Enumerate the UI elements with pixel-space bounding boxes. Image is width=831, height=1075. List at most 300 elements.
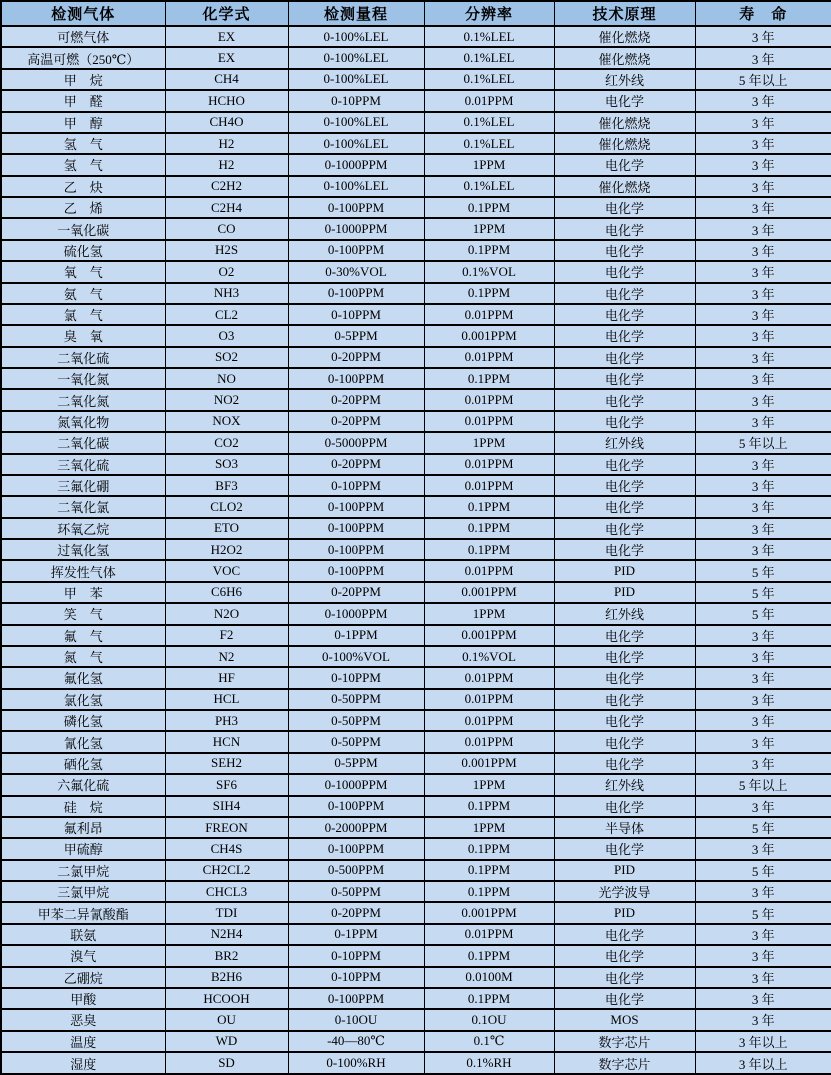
cell-detection-range: 0-100%LEL [288,26,424,47]
cell-resolution: 0.01PPM [424,667,554,688]
cell-detection-range: 0-1000PPM [288,603,424,624]
cell-detection-range: 0-10PPM [288,90,424,111]
cell-technology: 催化燃烧 [554,26,695,47]
cell-chemical-formula: SD [165,1052,288,1074]
cell-lifespan: 3 年 [695,411,831,432]
cell-gas-name: 硫化氢 [1,240,165,261]
table-row [1,860,831,881]
table-row [1,902,831,923]
table-row [1,1052,831,1074]
table-header [1,1,831,26]
cell-detection-range: 0-2000PPM [288,817,424,838]
cell-technology: 电化学 [554,667,695,688]
cell-resolution: 0.1PPM [424,881,554,902]
cell-lifespan: 3 年 [695,646,831,667]
cell-detection-range: 0-1000PPM [288,218,424,239]
cell-gas-name: 氟 气 [1,625,165,646]
cell-technology: MOS [554,1009,695,1030]
table-row [1,411,831,432]
table-row [1,475,831,496]
cell-technology: 电化学 [554,240,695,261]
cell-detection-range: 0-10PPM [288,667,424,688]
cell-gas-name: 六氟化硫 [1,774,165,795]
cell-lifespan: 3 年 [695,731,831,752]
cell-gas-name: 笑 气 [1,603,165,624]
cell-detection-range: 0-100%LEL [288,112,424,133]
cell-resolution: 1PPM [424,154,554,175]
cell-technology: 电化学 [554,496,695,517]
header-row [1,1,831,26]
cell-lifespan: 3 年 [695,154,831,175]
cell-detection-range: 0-20PPM [288,389,424,410]
cell-chemical-formula: HCOOH [165,988,288,1009]
cell-technology: 电化学 [554,347,695,368]
cell-lifespan: 3 年 [695,26,831,47]
cell-technology: 光学波导 [554,881,695,902]
cell-technology: 催化燃烧 [554,112,695,133]
cell-resolution: 0.1PPM [424,518,554,539]
table-row [1,90,831,111]
cell-detection-range: 0-20PPM [288,582,424,603]
cell-technology: 电化学 [554,518,695,539]
cell-lifespan: 3 年 [695,945,831,966]
cell-gas-name: 挥发性气体 [1,560,165,581]
cell-detection-range: 0-100PPM [288,240,424,261]
cell-lifespan: 5 年 [695,817,831,838]
cell-lifespan: 5 年 [695,902,831,923]
table-row [1,625,831,646]
cell-resolution: 0.001PPM [424,582,554,603]
table-row [1,945,831,966]
cell-chemical-formula: CLO2 [165,496,288,517]
cell-technology: 数字芯片 [554,1031,695,1052]
cell-resolution: 0.01PPM [424,90,554,111]
cell-lifespan: 3 年 [695,838,831,859]
cell-chemical-formula: SEH2 [165,753,288,774]
cell-lifespan: 3 年 [695,689,831,710]
cell-resolution: 0.1PPM [424,796,554,817]
cell-technology: 红外线 [554,603,695,624]
cell-detection-range: 0-5PPM [288,325,424,346]
cell-chemical-formula: SF6 [165,774,288,795]
cell-detection-range: -40—80℃ [288,1031,424,1052]
cell-gas-name: 乙 烯 [1,197,165,218]
table-row [1,924,831,945]
cell-technology: 电化学 [554,967,695,988]
table-row [1,454,831,475]
cell-resolution: 0.01PPM [424,710,554,731]
cell-detection-range: 0-1000PPM [288,154,424,175]
table-row [1,710,831,731]
table-row [1,347,831,368]
cell-detection-range: 0-20PPM [288,347,424,368]
table-row [1,133,831,154]
table-row [1,176,831,197]
cell-resolution: 0.01PPM [424,411,554,432]
cell-gas-name: 三氧化硫 [1,454,165,475]
cell-gas-name: 硅 烷 [1,796,165,817]
cell-resolution: 0.1%VOL [424,646,554,667]
table-row [1,154,831,175]
cell-lifespan: 3 年 [695,753,831,774]
cell-chemical-formula: O2 [165,261,288,282]
table-row [1,817,831,838]
table-row [1,689,831,710]
cell-lifespan: 3 年 [695,112,831,133]
cell-resolution: 0.1%RH [424,1052,554,1074]
cell-lifespan: 3 年 [695,988,831,1009]
table-row [1,988,831,1009]
cell-lifespan: 3 年 [695,475,831,496]
cell-technology: 电化学 [554,924,695,945]
cell-chemical-formula: HCHO [165,90,288,111]
cell-lifespan: 5 年以上 [695,432,831,453]
cell-lifespan: 5 年 [695,860,831,881]
cell-technology: 电化学 [554,753,695,774]
cell-lifespan: 3 年 [695,881,831,902]
cell-lifespan: 3 年 [695,518,831,539]
cell-technology: 红外线 [554,432,695,453]
cell-gas-name: 三氯甲烷 [1,881,165,902]
cell-resolution: 0.1PPM [424,197,554,218]
cell-chemical-formula: EX [165,26,288,47]
cell-chemical-formula: N2H4 [165,924,288,945]
cell-chemical-formula: CHCL3 [165,881,288,902]
cell-lifespan: 5 年 [695,603,831,624]
cell-detection-range: 0-1PPM [288,625,424,646]
cell-resolution: 0.001PPM [424,625,554,646]
cell-chemical-formula: H2O2 [165,539,288,560]
cell-chemical-formula: BF3 [165,475,288,496]
cell-gas-name: 甲 苯 [1,582,165,603]
cell-technology: 电化学 [554,389,695,410]
cell-gas-name: 氰化氢 [1,731,165,752]
cell-resolution: 0.001PPM [424,753,554,774]
cell-technology: 电化学 [554,731,695,752]
cell-gas-name: 氯 气 [1,304,165,325]
cell-lifespan: 3 年 [695,539,831,560]
cell-lifespan: 5 年以上 [695,774,831,795]
table-row [1,753,831,774]
cell-gas-name: 氯化氢 [1,689,165,710]
cell-technology: 电化学 [554,945,695,966]
cell-gas-name: 三氟化硼 [1,475,165,496]
cell-technology: 半导体 [554,817,695,838]
cell-chemical-formula: SO3 [165,454,288,475]
cell-gas-name: 磷化氢 [1,710,165,731]
cell-detection-range: 0-10OU [288,1009,424,1030]
cell-lifespan: 3 年 [695,325,831,346]
cell-resolution: 0.1PPM [424,860,554,881]
cell-chemical-formula: OU [165,1009,288,1030]
cell-lifespan: 3 年以上 [695,1052,831,1074]
table-row [1,197,831,218]
cell-technology: 电化学 [554,411,695,432]
cell-chemical-formula: SO2 [165,347,288,368]
cell-detection-range: 0-50PPM [288,710,424,731]
cell-gas-name: 乙硼烷 [1,967,165,988]
cell-resolution: 1PPM [424,432,554,453]
cell-chemical-formula: O3 [165,325,288,346]
table-row [1,112,831,133]
cell-lifespan: 3 年 [695,176,831,197]
cell-detection-range: 0-1PPM [288,924,424,945]
cell-detection-range: 0-50PPM [288,881,424,902]
table-row [1,368,831,389]
column-header-gas-name: 检测气体 [1,1,165,26]
cell-chemical-formula: FREON [165,817,288,838]
cell-gas-name: 甲 醇 [1,112,165,133]
cell-chemical-formula: F2 [165,625,288,646]
cell-detection-range: 0-100PPM [288,838,424,859]
cell-chemical-formula: NOX [165,411,288,432]
cell-lifespan: 3 年 [695,625,831,646]
cell-gas-name: 甲酸 [1,988,165,1009]
cell-gas-name: 氮氧化物 [1,411,165,432]
cell-resolution: 0.1%LEL [424,112,554,133]
cell-chemical-formula: NH3 [165,283,288,304]
cell-chemical-formula: HCN [165,731,288,752]
cell-detection-range: 0-10PPM [288,304,424,325]
cell-technology: 电化学 [554,710,695,731]
cell-gas-name: 臭 氧 [1,325,165,346]
cell-resolution: 0.1PPM [424,838,554,859]
cell-resolution: 1PPM [424,774,554,795]
cell-gas-name: 二氯甲烷 [1,860,165,881]
cell-detection-range: 0-100PPM [288,518,424,539]
cell-detection-range: 0-100%LEL [288,47,424,68]
cell-gas-name: 氧 气 [1,261,165,282]
cell-gas-name: 二氧化硫 [1,347,165,368]
cell-technology: 电化学 [554,283,695,304]
cell-resolution: 0.001PPM [424,325,554,346]
cell-resolution: 0.001PPM [424,902,554,923]
table-row [1,496,831,517]
cell-resolution: 0.1%LEL [424,133,554,154]
table-row [1,881,831,902]
cell-gas-name: 湿度 [1,1052,165,1074]
cell-chemical-formula: CH4S [165,838,288,859]
cell-technology: 催化燃烧 [554,133,695,154]
cell-detection-range: 0-100%RH [288,1052,424,1074]
cell-chemical-formula: CH4O [165,112,288,133]
column-header-detection-range: 检测量程 [288,1,424,26]
table-row [1,731,831,752]
cell-chemical-formula: SIH4 [165,796,288,817]
table-row [1,325,831,346]
table-row [1,582,831,603]
cell-gas-name: 氢 气 [1,154,165,175]
cell-detection-range: 0-500PPM [288,860,424,881]
cell-chemical-formula: CH4 [165,69,288,90]
cell-gas-name: 甲硫醇 [1,838,165,859]
cell-technology: PID [554,902,695,923]
table-row [1,1031,831,1052]
cell-resolution: 0.1%VOL [424,261,554,282]
cell-technology: PID [554,560,695,581]
cell-detection-range: 0-10PPM [288,945,424,966]
table-row [1,603,831,624]
cell-gas-name: 甲 醛 [1,90,165,111]
cell-detection-range: 0-100%LEL [288,176,424,197]
cell-technology: 电化学 [554,625,695,646]
cell-gas-name: 甲苯二异氰酸酯 [1,902,165,923]
table-row [1,838,831,859]
cell-resolution: 0.1%LEL [424,69,554,90]
cell-lifespan: 5 年 [695,582,831,603]
cell-technology: 电化学 [554,368,695,389]
cell-lifespan: 3 年 [695,347,831,368]
cell-chemical-formula: EX [165,47,288,68]
cell-detection-range: 0-100PPM [288,560,424,581]
cell-gas-name: 一氧化氮 [1,368,165,389]
cell-lifespan: 3 年 [695,967,831,988]
cell-gas-name: 甲 烷 [1,69,165,90]
cell-lifespan: 3 年 [695,47,831,68]
cell-resolution: 0.01PPM [424,304,554,325]
cell-technology: 电化学 [554,646,695,667]
cell-detection-range: 0-10PPM [288,967,424,988]
cell-lifespan: 3 年 [695,368,831,389]
cell-chemical-formula: N2 [165,646,288,667]
cell-lifespan: 3 年 [695,667,831,688]
table-row [1,560,831,581]
cell-gas-name: 温度 [1,1031,165,1052]
cell-lifespan: 3 年 [695,496,831,517]
cell-chemical-formula: H2 [165,154,288,175]
table-row [1,774,831,795]
cell-chemical-formula: WD [165,1031,288,1052]
cell-technology: 电化学 [554,454,695,475]
cell-technology: 电化学 [554,90,695,111]
cell-gas-name: 恶臭 [1,1009,165,1030]
cell-detection-range: 0-5000PPM [288,432,424,453]
cell-lifespan: 3 年 [695,283,831,304]
cell-technology: 电化学 [554,689,695,710]
cell-detection-range: 0-100%LEL [288,133,424,154]
cell-resolution: 0.0100M [424,967,554,988]
cell-lifespan: 3 年 [695,1009,831,1030]
cell-gas-name: 氢 气 [1,133,165,154]
cell-gas-name: 氟化氢 [1,667,165,688]
cell-gas-name: 氨 气 [1,283,165,304]
cell-gas-name: 可燃气体 [1,26,165,47]
table-row [1,796,831,817]
table-row [1,667,831,688]
cell-chemical-formula: H2S [165,240,288,261]
cell-resolution: 1PPM [424,817,554,838]
cell-technology: 催化燃烧 [554,47,695,68]
column-header-resolution: 分辨率 [424,1,554,26]
table-row [1,967,831,988]
table-row [1,218,831,239]
cell-gas-name: 环氧乙烷 [1,518,165,539]
cell-resolution: 0.1OU [424,1009,554,1030]
cell-chemical-formula: HF [165,667,288,688]
cell-detection-range: 0-10PPM [288,475,424,496]
cell-gas-name: 联氨 [1,924,165,945]
cell-detection-range: 0-20PPM [288,454,424,475]
cell-chemical-formula: C2H4 [165,197,288,218]
cell-technology: PID [554,582,695,603]
cell-technology: 电化学 [554,475,695,496]
cell-technology: 电化学 [554,304,695,325]
cell-technology: 电化学 [554,838,695,859]
cell-technology: 红外线 [554,774,695,795]
cell-chemical-formula: BR2 [165,945,288,966]
cell-resolution: 0.01PPM [424,454,554,475]
cell-resolution: 0.1%LEL [424,47,554,68]
table-row [1,1009,831,1030]
cell-chemical-formula: ETO [165,518,288,539]
cell-chemical-formula: NO2 [165,389,288,410]
cell-resolution: 0.01PPM [424,347,554,368]
column-header-lifespan: 寿 命 [695,1,831,26]
cell-lifespan: 3 年 [695,454,831,475]
cell-detection-range: 0-100PPM [288,539,424,560]
cell-technology: 催化燃烧 [554,176,695,197]
cell-chemical-formula: H2 [165,133,288,154]
cell-detection-range: 0-100PPM [288,796,424,817]
cell-technology: 数字芯片 [554,1052,695,1074]
cell-gas-name: 一氧化碳 [1,218,165,239]
cell-lifespan: 3 年 [695,90,831,111]
cell-technology: 红外线 [554,69,695,90]
cell-gas-name: 二氧化碳 [1,432,165,453]
cell-lifespan: 3 年以上 [695,1031,831,1052]
cell-detection-range: 0-20PPM [288,902,424,923]
cell-lifespan: 3 年 [695,218,831,239]
cell-chemical-formula: CO [165,218,288,239]
cell-gas-name: 二氧化氮 [1,389,165,410]
cell-resolution: 0.1PPM [424,283,554,304]
cell-detection-range: 0-100%LEL [288,69,424,90]
table-row [1,389,831,410]
cell-technology: 电化学 [554,154,695,175]
table-row [1,432,831,453]
cell-resolution: 0.01PPM [424,389,554,410]
table-row [1,26,831,47]
cell-lifespan: 5 年 [695,560,831,581]
cell-lifespan: 5 年以上 [695,69,831,90]
cell-chemical-formula: C2H2 [165,176,288,197]
table-row [1,69,831,90]
cell-technology: 电化学 [554,539,695,560]
cell-detection-range: 0-100PPM [288,197,424,218]
cell-resolution: 0.1PPM [424,988,554,1009]
cell-resolution: 0.01PPM [424,731,554,752]
cell-resolution: 0.01PPM [424,924,554,945]
cell-chemical-formula: C6H6 [165,582,288,603]
cell-chemical-formula: HCL [165,689,288,710]
cell-resolution: 1PPM [424,218,554,239]
cell-detection-range: 0-100PPM [288,988,424,1009]
cell-lifespan: 3 年 [695,261,831,282]
cell-lifespan: 3 年 [695,133,831,154]
table-row [1,283,831,304]
cell-gas-name: 硒化氢 [1,753,165,774]
cell-lifespan: 3 年 [695,304,831,325]
table-row [1,240,831,261]
cell-technology: 电化学 [554,218,695,239]
cell-detection-range: 0-100PPM [288,368,424,389]
cell-gas-name: 二氧化氯 [1,496,165,517]
cell-resolution: 0.1PPM [424,945,554,966]
cell-resolution: 0.1PPM [424,496,554,517]
cell-chemical-formula: CL2 [165,304,288,325]
cell-technology: 电化学 [554,261,695,282]
cell-lifespan: 3 年 [695,240,831,261]
